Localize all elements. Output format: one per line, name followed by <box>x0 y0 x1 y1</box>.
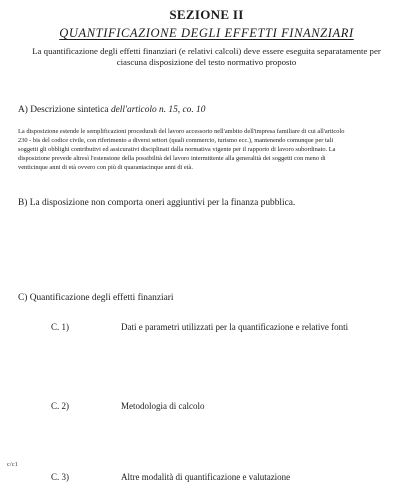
section-c-heading: C) Quantificazione degli effetti finanziari <box>18 293 174 303</box>
section-a-text-line: 230 - bis del codice civile, con riferimento a diversi settori (quali commercio, turismo ecc.), mantenendo comunque per tali <box>18 137 334 144</box>
subsection-c2-title: Metodologia di calcolo <box>121 401 205 411</box>
section-b-statement: B) La disposizione non comporta oneri aggiuntivi per la finanza pubblica. <box>18 198 296 208</box>
intro-line: ciascuna disposizione del testo normativo proposto <box>116 57 297 67</box>
document-title: QUANTIFICAZIONE DEGLI EFFETTI FINANZIARI <box>59 26 354 40</box>
subsection-c1-title: Dati e parametri utilizzati per la quantificazione e relative fonti <box>121 322 349 332</box>
intro-line: La quantificazione degli effetti finanziari (e relativi calcoli) deve essere eseguita separatamente per <box>32 46 381 56</box>
section-a-prefix: A) Descrizione sintetica <box>18 105 109 115</box>
section-heading: SEZIONE II <box>169 7 244 22</box>
section-a-text-line: soggetti gli obblighi contributivi ed assicurativi disciplinati dalla normativa vigente per il rapporto di lavoro subordinato. La <box>18 146 336 153</box>
subsection-c3-title: Altre modalità di quantificazione e valutazione <box>121 472 291 482</box>
subsection-c1-label: C. 1) <box>51 322 69 332</box>
section-a-text-line: disposizione prevede altresì l'estensione della possibilità del lavoro intermittente alla generalità dei soggetti con meno di <box>18 155 326 162</box>
section-a-text-line: La disposizione estende le semplificazioni procedurali del lavoro accessorio nell'ambito dell'impresa familiare di cui all'articolo <box>18 128 345 135</box>
subsection-c2-label: C. 2) <box>51 401 69 411</box>
margin-handwritten-note: c/c1 <box>7 461 18 468</box>
section-a-text-line: venticinque anni di età ovvero con più di quarantacinque anni di età. <box>18 164 193 171</box>
section-a-heading <box>18 105 205 115</box>
section-a-article-reference: dell'articolo n. 15, co. 10 <box>110 105 206 115</box>
subsection-c3-label: C. 3) <box>51 472 69 482</box>
